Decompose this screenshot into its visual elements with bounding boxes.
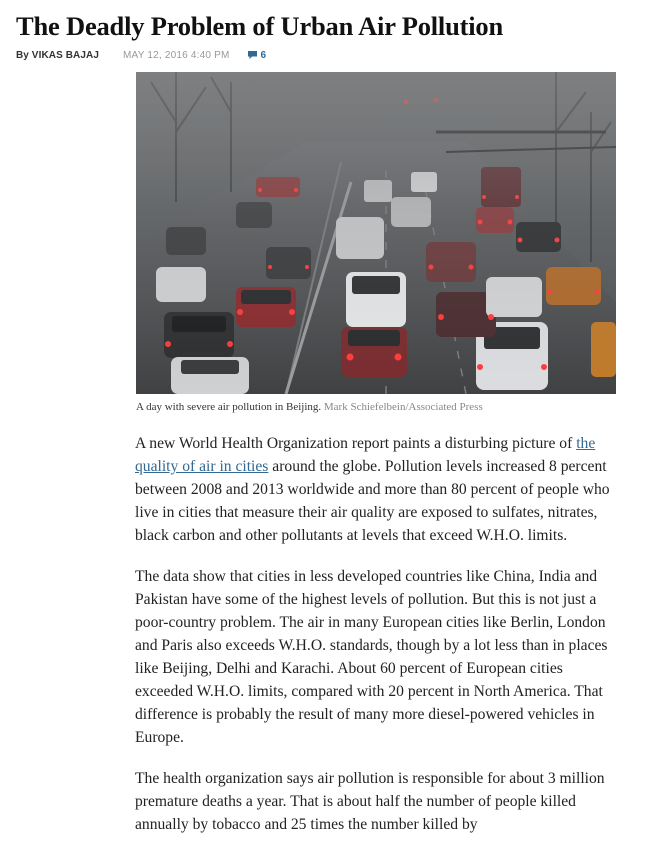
paragraph xyxy=(135,432,619,547)
comment-count: 6 xyxy=(260,49,267,61)
article-photo xyxy=(136,72,616,394)
paragraph-text: around the globe. Pollution levels increased 8 percent between 2008 and 2013 worldwide and more than 80 percent of people who live in cities that measure their air quality are exposed to sulfates, nitrates, black carbon and other pollutants at levels that exceed W.H.O. limits. xyxy=(135,458,610,544)
caption-text: A day with severe air pollution in Beijing. xyxy=(136,401,322,413)
author-link[interactable]: VIKAS BAJAJ xyxy=(31,49,100,61)
comment-bubble-icon xyxy=(248,51,257,59)
photo-caption xyxy=(136,401,616,413)
paragraph: The data show that cities in less developed countries like China, India and Pakistan have some of the highest levels of pollution. But this is not just a poor-country problem. The air in many European cities like Berlin, London and Paris also exceeds W.H.O. standards, though by a lot less than in places like Beijing, Delhi and Karachi. About 60 percent of European cities exceeded W.H.O. limits, compared with 20 percent in North America. That difference is probably the result of many more diesel-powered vehicles in Europe. xyxy=(135,568,608,746)
paragraph-text: A new World Health Organization report paints a disturbing picture of xyxy=(135,435,577,452)
publish-date: MAY 12, 2016 4:40 PM xyxy=(123,49,230,61)
article-headline: The Deadly Problem of Urban Air Pollution xyxy=(16,11,503,41)
byline-prefix: By xyxy=(16,49,29,61)
article-body xyxy=(135,432,619,854)
air-quality-link[interactable]: the quality of air in cities xyxy=(135,435,596,475)
photo-credit: Mark Schiefelbein/Associated Press xyxy=(323,401,483,413)
paragraph: The health organization says air pollution is responsible for about 3 million premature deaths a year. That is about half the number of people killed annually by tobacco and 25 times the number killed by xyxy=(135,770,605,833)
byline xyxy=(16,47,266,63)
comments-link[interactable] xyxy=(248,50,267,61)
